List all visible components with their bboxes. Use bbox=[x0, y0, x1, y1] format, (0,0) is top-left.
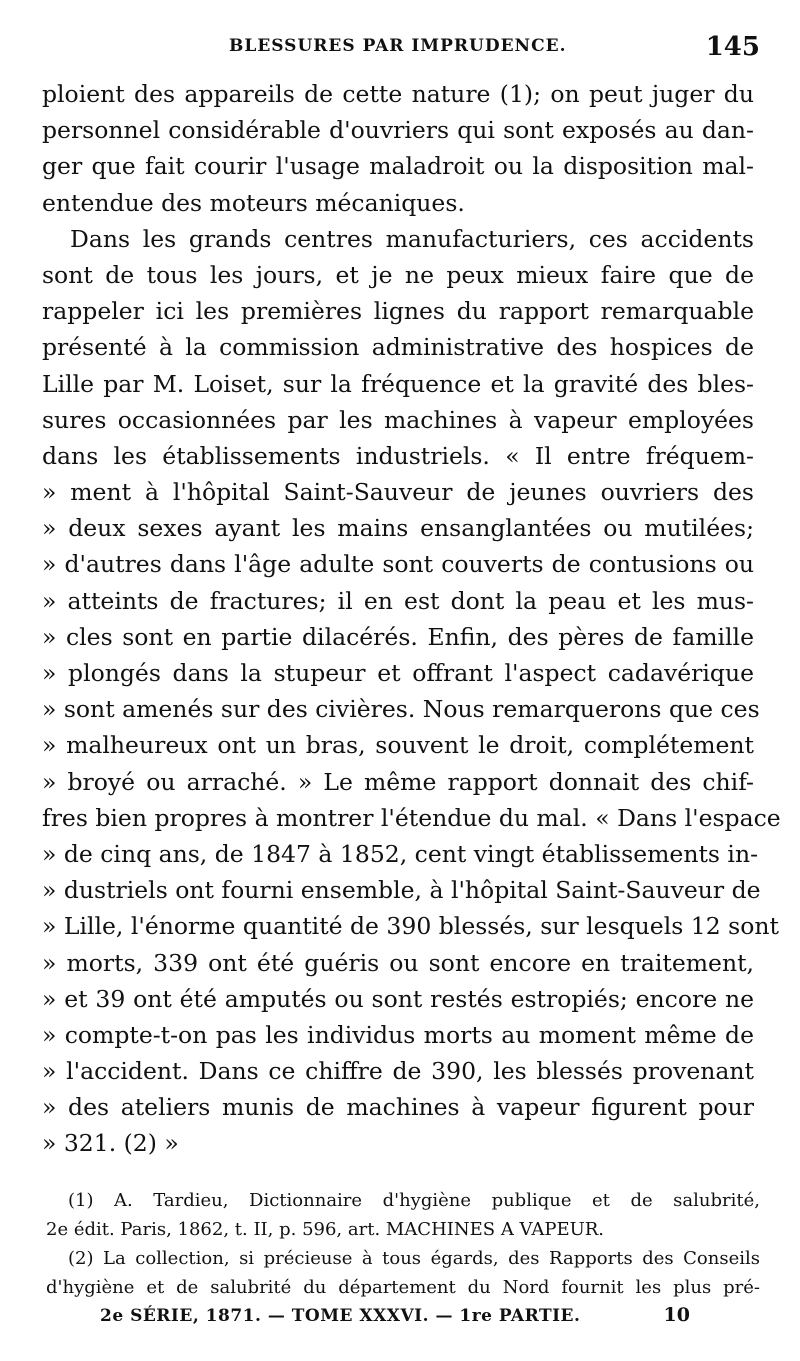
body-line: » et 39 ont été amputés ou sont restés estropiés; encore ne bbox=[42, 984, 754, 1013]
footnotes bbox=[46, 1186, 760, 1302]
footnote-line: (1) A. Tardieu, Dictionnaire d'hygiène publique et de salubrité, bbox=[68, 1190, 760, 1211]
body-text bbox=[42, 76, 781, 1162]
body-line: » dustriels ont fourni ensemble, à l'hôpital Saint-Sauveur de bbox=[42, 876, 761, 905]
body-line: » deux sexes ayant les mains ensanglantées ou mutilées; bbox=[42, 514, 754, 543]
body-line: » d'autres dans l'âge adulte sont couverts de contusions ou bbox=[42, 550, 754, 579]
body-line: ploient des appareils de cette nature (1); on peut juger du bbox=[42, 80, 754, 108]
body-line: personnel considérable d'ouvriers qui sont exposés au dan- bbox=[42, 116, 754, 145]
body-line: » l'accident. Dans ce chiffre de 390, les blessés provenant bbox=[42, 1057, 754, 1086]
body-line: » plongés dans la stupeur et offrant l'aspect cadavérique bbox=[42, 659, 754, 687]
footnote-line: d'hygiène et de salubrité du département du Nord fournit les plus pré- bbox=[46, 1277, 760, 1298]
body-line: » broyé ou arraché. » Le même rapport donnait des chif- bbox=[42, 767, 754, 796]
body-line: » de cinq ans, de 1847 à 1852, cent vingt établissements in- bbox=[42, 839, 759, 868]
body-line: » Lille, l'énorme quantité de 390 blessés, sur lesquels 12 sont bbox=[42, 912, 779, 941]
body-line: dans les établissements industriels. « Il entre fréquem- bbox=[42, 441, 754, 470]
body-line: entendue des moteurs mécaniques. bbox=[42, 188, 465, 217]
body-line: présenté à la commission administrative des hospices de bbox=[42, 333, 754, 362]
body-line: » atteints de fractures; il en est dont la peau et les mus- bbox=[42, 586, 754, 615]
body-line: » sont amenés sur des civières. Nous remarquerons que ces bbox=[42, 695, 760, 724]
body-line: fres bien propres à montrer l'étendue du mal. « Dans l'espace bbox=[42, 803, 781, 832]
body-line: Lille par M. Loiset, sur la fréquence et la gravité des bles- bbox=[42, 369, 754, 398]
sheet-number: 10 bbox=[663, 1304, 690, 1326]
printer-signature: 2e SÉRIE, 1871. — TOME XXXVI. — 1re PARTIE. bbox=[100, 1306, 581, 1326]
body-line: ger que fait courir l'usage maladroit ou la disposition mal- bbox=[42, 152, 754, 181]
body-line: » des ateliers munis de machines à vapeur figurent pour bbox=[42, 1093, 754, 1122]
footnote-line: 2e édit. Paris, 1862, t. II, p. 596, art. MACHINES A VAPEUR. bbox=[46, 1219, 605, 1240]
body-line: » ment à l'hôpital Saint-Sauveur de jeunes ouvriers des bbox=[42, 478, 754, 507]
footer bbox=[100, 1304, 690, 1334]
body-line: sures occasionnées par les machines à vapeur employées bbox=[42, 405, 754, 434]
footnote-line: (2) La collection, si précieuse à tous égards, des Rapports des Conseils bbox=[68, 1248, 760, 1269]
body-line: » cles sont en partie dilacérés. Enfin, des pères de famille bbox=[42, 622, 754, 651]
body-line: » compte-t-on pas les individus morts au moment même de bbox=[42, 1020, 754, 1049]
running-title: BLESSURES PAR IMPRUDENCE. bbox=[229, 36, 567, 56]
running-head bbox=[44, 32, 760, 66]
body-line: » 321. (2) » bbox=[42, 1129, 179, 1158]
body-line: rappeler ici les premières lignes du rapport remarquable bbox=[42, 297, 754, 326]
page-number: 145 bbox=[705, 32, 760, 62]
body-line: » malheureux ont un bras, souvent le droit, complétement bbox=[42, 731, 754, 760]
body-line: Dans les grands centres manufacturiers, ces accidents bbox=[70, 224, 754, 253]
body-line: » morts, 339 ont été guéris ou sont encore en traitement, bbox=[42, 948, 754, 977]
body-line: sont de tous les jours, et je ne peux mieux faire que de bbox=[42, 260, 754, 289]
